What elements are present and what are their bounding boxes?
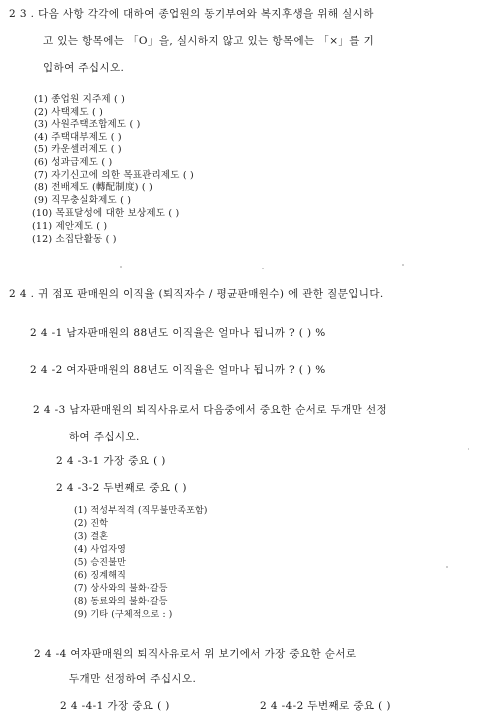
q23-line-1: 2 3 . 다음 사항 각각에 대하여 종업원의 동기부여와 복지후생을 위해 실시하 xyxy=(9,8,374,20)
q24-4-1-question: 2 4 -4-1 가장 중요 ( ) xyxy=(60,700,170,712)
q23-item: (2) 사택제도 ( ) xyxy=(34,107,104,118)
q23-item: (4) 주택대부제도 ( ) xyxy=(34,132,122,143)
reason-item: (2) 진학 xyxy=(74,519,109,529)
reason-item: (5) 승진불만 xyxy=(74,558,126,568)
q24-3-2-question: 2 4 -3-2 두번째로 중요 ( ) xyxy=(56,482,187,494)
q23-item: (5) 카운셀러제도 ( ) xyxy=(34,144,122,155)
q23-line-2: 고 있는 항목에는 「O」을, 실시하지 않고 있는 항목에는 「×」를 기 xyxy=(43,35,375,47)
q23-item: (8) 전배제도 (轉配制度) ( ) xyxy=(34,182,153,193)
reason-item: (3) 결혼 xyxy=(74,532,109,542)
scan-speck xyxy=(120,266,122,268)
scan-speck xyxy=(446,566,448,568)
scan-speck xyxy=(468,448,469,450)
q23-item: (9) 직무충실화제도 ( ) xyxy=(34,195,132,206)
q24-4-2-question: 2 4 -4-2 두번째로 중요 ( ) xyxy=(260,700,391,712)
reason-item: (8) 동료와의 불화·갈등 xyxy=(74,597,168,607)
reason-item: (6) 징계해직 xyxy=(74,571,126,581)
q24-4-line-1: 2 4 -4 여자판매원의 퇴직사유로서 위 보기에서 가장 중요한 순서로 xyxy=(34,648,357,660)
q23-item: (1) 종업원 지주제 ( ) xyxy=(34,94,126,105)
q24-2-question: 2 4 -2 여자판매원의 88년도 이직율은 얼마나 됩니까 ? ( ) % xyxy=(30,364,326,376)
q24-title: 2 4 . 귀 점포 판매원의 이직율 (퇴직자수 / 평균판매원수) 에 관한 질문입니다. xyxy=(9,288,384,300)
q23-item: (12) 소집단활동 ( ) xyxy=(32,234,117,245)
reason-item: (1) 적성부적격 (직무불만족포함) xyxy=(74,506,208,516)
reason-item: (4) 사업자영 xyxy=(74,545,126,555)
q23-item: (3) 사원주택조합제도 ( ) xyxy=(34,119,141,130)
scan-speck xyxy=(402,264,404,266)
q24-4-line-2: 두개만 선정하여 주십시오. xyxy=(69,673,197,685)
q23-item: (10) 목표달성에 대한 보상제도 ( ) xyxy=(32,208,180,219)
reason-item: (9) 기타 (구체적으로 : ) xyxy=(74,610,173,620)
q24-3-line-1: 2 4 -3 남자판매원의 퇴직사유로서 다음중에서 중요한 순서로 두개만 선정 xyxy=(33,404,388,416)
q24-3-line-2: 하여 주십시오. xyxy=(69,431,140,443)
q23-item: (11) 제안제도 ( ) xyxy=(32,221,108,232)
q24-3-1-question: 2 4 -3-1 가장 중요 ( ) xyxy=(56,455,166,467)
q23-item: (6) 성과급제도 ( ) xyxy=(34,157,113,168)
q23-line-3: 입하여 주십시오. xyxy=(43,62,125,74)
q24-1-question: 2 4 -1 남자판매원의 88년도 이직율은 얼마나 됩니까 ? ( ) % xyxy=(30,327,326,339)
scan-speck xyxy=(262,268,264,269)
reason-item: (7) 상사와의 불화·갈등 xyxy=(74,584,168,594)
q23-item: (7) 자기신고에 의한 목표관리제도 ( ) xyxy=(34,170,194,181)
